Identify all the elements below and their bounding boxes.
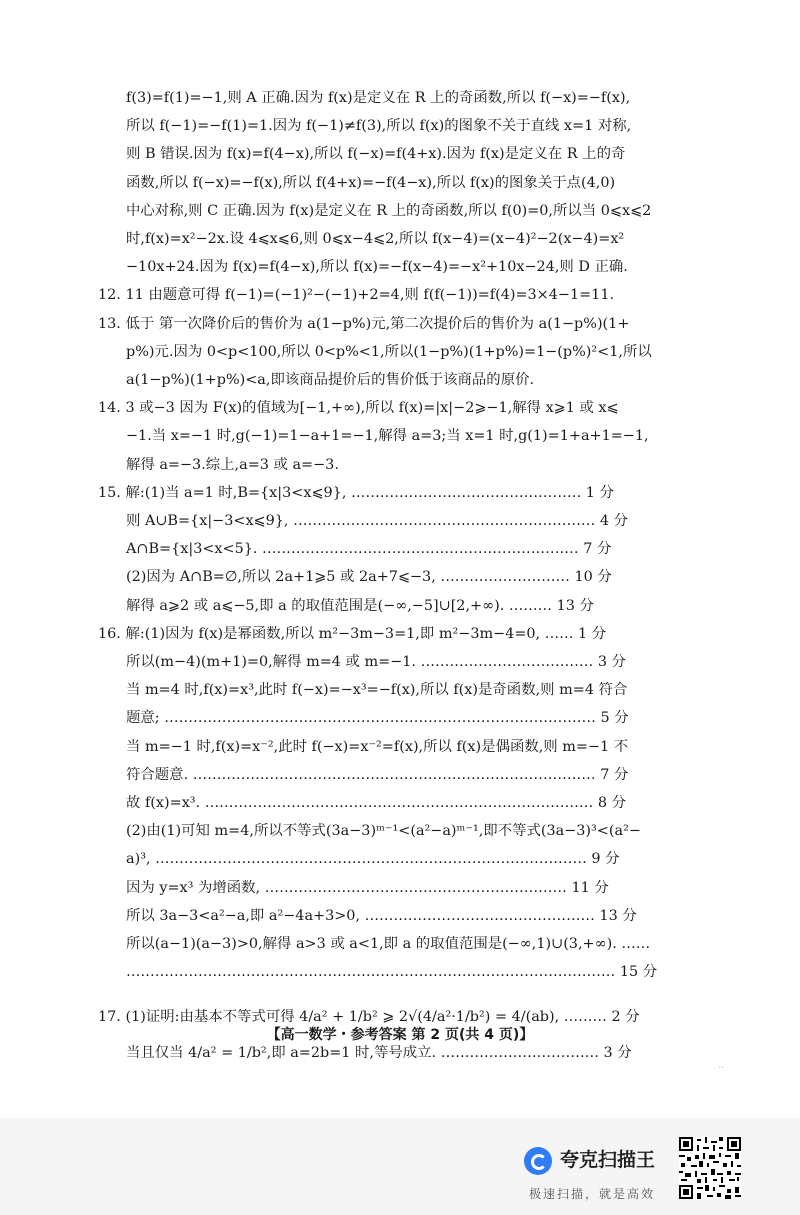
text-line: 所以 3a−3<a²−a,即 a²−4a+3>0, ………………………………………… 13 分 bbox=[126, 907, 637, 924]
text-line: 题意; ……………………………………………………………………………… 5 分 bbox=[126, 710, 629, 727]
watermark-slogan: 极速扫描，就是高效 bbox=[529, 1187, 656, 1201]
question-13: 13. 低于 第一次降价后的售价为 a(1−p%)元,第二次提价后的售价为 a(1−p%)(1+ bbox=[98, 315, 630, 332]
question-17: 17. (1)证明:由基本不等式可得 4/a² + 1/b² ⩾ 2√(4/a²·1/b²) = 4/(ab), ……… 2 分 bbox=[98, 1008, 640, 1025]
text-line: 解得 a=−3.综上,a=3 或 a=−3. bbox=[126, 456, 339, 473]
qr-code-icon bbox=[679, 1137, 741, 1199]
text-line: 因为 y=x³ 为增函数, ……………………………………………………… 11 分 bbox=[126, 879, 609, 896]
text-line: 符合题意. ………………………………………………………………………… 7 分 bbox=[126, 766, 629, 783]
watermark-brand: 夸克扫描王 bbox=[560, 1149, 656, 1171]
text-line: p%)元.因为 0<p<100,所以 0<p%<1,所以(1−p%)(1+p%)=1−(p%)²<1,所以 bbox=[126, 343, 652, 360]
question-14: 14. 3 或−3 因为 F(x)的值域为[−1,+∞),所以 f(x)=|x|−2⩾−1,解得 x⩾1 或 x⩽ bbox=[98, 400, 619, 417]
answer-text bbox=[98, 84, 724, 1071]
text-line: 函数,所以 f(−x)=−f(x),所以 f(4+x)=−f(4−x),所以 f(x)的图象关于点(4,0) bbox=[126, 174, 616, 191]
text-line: A∩B={x|3<x<5}. ………………………………………………………… 7 分 bbox=[126, 541, 612, 558]
text-line: −1.当 x=−1 时,g(−1)=1−a+1=−1,解得 a=3;当 x=1 时,g(1)=1+a+1=−1, bbox=[126, 428, 649, 445]
page-footer: 【高一数学・参考答案 第 2 页(共 4 页)】 bbox=[266, 1027, 534, 1043]
text-line: (2)因为 A∩B=∅,所以 2a+1⩾5 或 2a+7⩽−3, ……………………… 10 分 bbox=[126, 569, 612, 586]
text-line: a)³, ……………………………………………………………………………… 9 分 bbox=[126, 851, 620, 868]
text-line: 解得 a⩾2 或 a⩽−5,即 a 的取值范围是(−∞,−5]∪[2,+∞). ……… 13 分 bbox=[126, 597, 594, 614]
question-12: 12. 11 由题意可得 f(−1)=(−1)²−(−1)+2=4,则 f(f(−1))=f(4)=3×4−1=11. bbox=[98, 287, 615, 304]
text-line: ………………………………………………………………………………………… 15 分 bbox=[126, 964, 658, 981]
text-line: 故 f(x)=x³. ……………………………………………………………………… 8 分 bbox=[126, 795, 626, 812]
text-line: 当 m=4 时,f(x)=x³,此时 f(−x)=−x³=−f(x),所以 f(x)是奇函数,则 m=4 符合 bbox=[126, 682, 628, 699]
scan-speck: .. bbox=[718, 1060, 725, 1071]
text-line: 当且仅当 4/a² = 1/b²,即 a=2b=1 时,等号成立. …………………………… 3 分 bbox=[126, 1044, 632, 1061]
question-16: 16. 解:(1)因为 f(x)是幂函数,所以 m²−3m−3=1,即 m²−3m−4=0, …… 1 分 bbox=[98, 625, 607, 642]
text-line: a(1−p%)(1+p%)<a,即该商品提价后的售价低于该商品的原价. bbox=[126, 372, 535, 389]
text-line: 所以 f(−1)=−f(1)=1.因为 f(−1)≠f(3),所以 f(x)的图象不关于直线 x=1 对称, bbox=[126, 118, 632, 135]
text-line: f(3)=f(1)=−1,则 A 正确.因为 f(x)是定义在 R 上的奇函数,所以 f(−x)=−f(x), bbox=[126, 90, 631, 106]
text-line: 时,f(x)=x²−2x.设 4⩽x⩽6,则 0⩽x−4⩽2,所以 f(x−4)=(x−4)²−2(x−4)=x² bbox=[126, 231, 625, 248]
quark-logo-icon bbox=[524, 1147, 552, 1175]
text-line: −10x+24.因为 f(x)=f(4−x),所以 f(x)=−f(x−4)=−x²+10x−24,则 D 正确. bbox=[126, 259, 628, 276]
text-line: 则 B 错误.因为 f(x)=f(4−x),所以 f(−x)=f(4+x).因为 f(x)是定义在 R 上的奇 bbox=[126, 146, 626, 163]
question-15: 15. 解:(1)当 a=1 时,B={x|3<x⩽9}, ………………………………………… 1 分 bbox=[98, 484, 614, 501]
text-line: 所以(m−4)(m+1)=0,解得 m=4 或 m=−1. ……………………………… 3 分 bbox=[126, 654, 626, 671]
text-line: 中心对称,则 C 正确.因为 f(x)是定义在 R 上的奇函数,所以 f(0)=0,所以当 0⩽x⩽2 bbox=[126, 202, 652, 219]
text-line: (2)由(1)可知 m=4,所以不等式(3a−3)ᵐ⁻¹<(a²−a)ᵐ⁻¹,即不等式(3a−3)³<(a²− bbox=[126, 823, 641, 840]
text-line: 所以(a−1)(a−3)>0,解得 a>3 或 a<1,即 a 的取值范围是(−∞,1)∪(3,+∞). …… bbox=[126, 936, 651, 953]
text-line: 则 A∪B={x|−3<x⩽9}, ……………………………………………………… 4 分 bbox=[126, 513, 628, 530]
text-line: 当 m=−1 时,f(x)=x⁻²,此时 f(−x)=x⁻²=f(x),所以 f(x)是偶函数,则 m=−1 不 bbox=[126, 738, 629, 755]
